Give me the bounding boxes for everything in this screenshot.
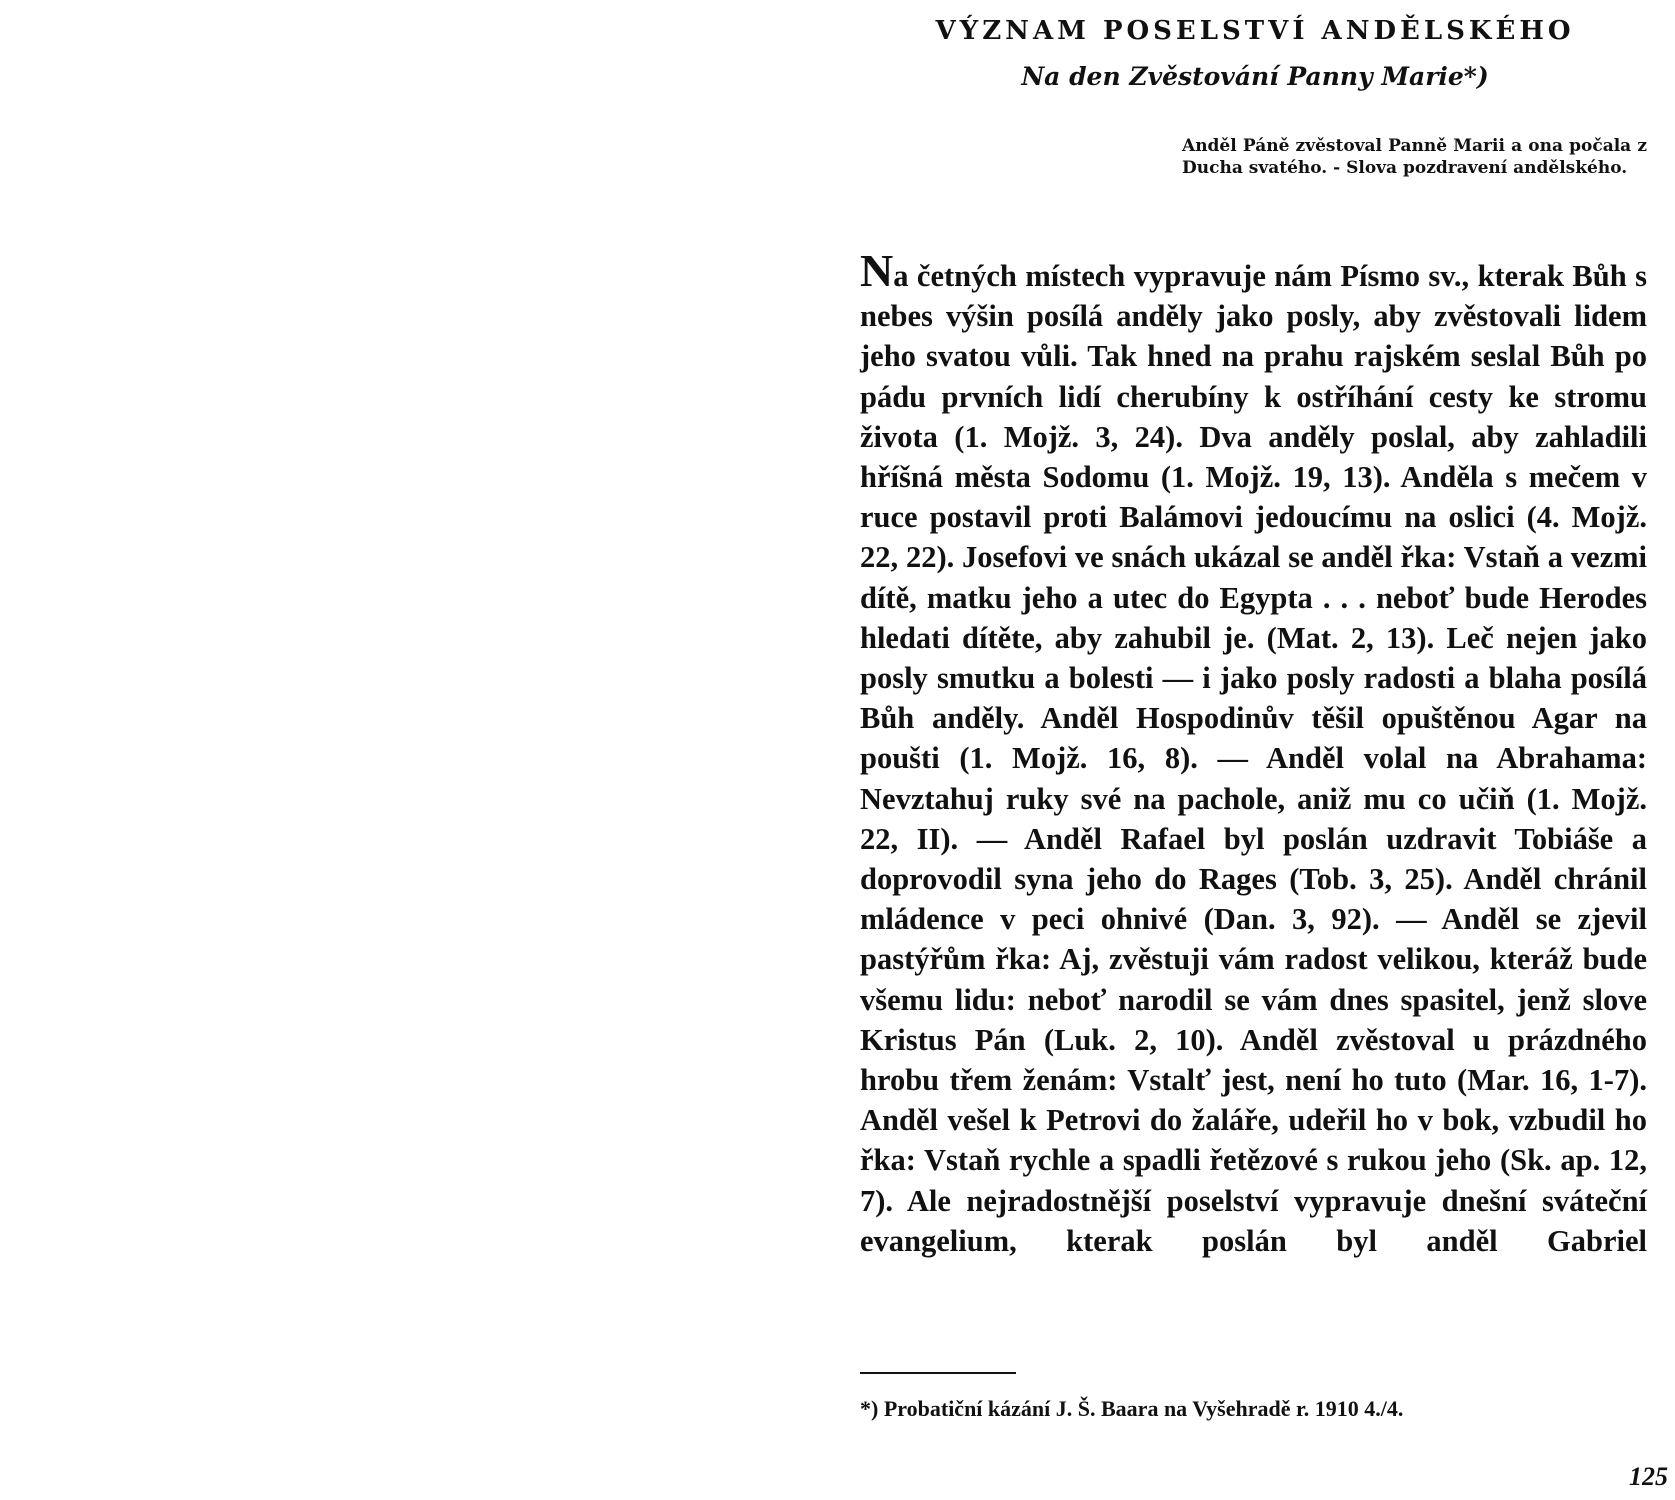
drop-cap: N xyxy=(860,245,894,296)
footnote-separator xyxy=(860,1372,1016,1374)
chapter-summary: Anděl Páně zvěstoval Panně Marii a ona počala z Ducha svatého. - Slova pozdravení andělského. xyxy=(1182,136,1647,178)
footnote: *) Probatiční kázání J. Š. Baara na Vyšehradě r. 1910 4./4. xyxy=(860,1396,1404,1421)
chapter-subtitle: Na den Zvěstování Panny Marie*) xyxy=(1021,62,1489,91)
page-number: 125 xyxy=(1629,1462,1668,1491)
chapter-title: VÝZNAM POSELSTVÍ ANDĚLSKÉHO xyxy=(935,16,1575,46)
body-paragraph xyxy=(860,245,1647,1261)
body-text-content: a četných místech vypravuje nám Písmo sv., kterak Bůh s nebes výšin posílá anděly jako posly, aby zvěstovali lidem jeho svatou vůli. Tak hned na prahu rajském seslal Bůh po pádu prvních lidí cherubíny k ostříhání cesty ke stromu života (1. Mojž. 3, 24). Dva anděly poslal, aby zahladili hříšná města Sodomu (1. Mojž. 19, 13). Anděla s mečem v ruce postavil proti Balámovi jedoucímu na oslici (4. Mojž. 22, 22). Josefovi ve snách ukázal se anděl řka: Vstaň a vezmi dítě, matku jeho a utec do Egypta . . . neboť bude Herodes hledati dítěte, aby zahubil je. (Mat. 2, 13). Leč nejen jako posly smutku a bolesti — i jako posly radosti a blaha posílá Bůh anděly. Anděl Hospodinův těšil opuštěnou Agar na poušti (1. Mojž. 16, 8). — Anděl volal na Abrahama: Nevztahuj ruky své na pachole, aniž mu co učiň (1. Mojž. 22, II). — Anděl Rafael byl poslán uzdravit Tobiáše a doprovodil syna jeho do Rages (Tob. 3, 25). Anděl chránil mládence v peci ohnivé (Dan. 3, 92). — Anděl se zjevil pastýřům řka: Aj, zvěstuji vám radost velikou, kteráž bude všemu lidu: neboť narodil se vám dnes spasitel, jenž slove Kristus Pán (Luk. 2, 10). Anděl zvěstoval u prázdného hrobu třem ženám: Vstalť jest, není ho tuto (Mar. 16, 1-7). Anděl vešel k Petrovi do žaláře, udeřil ho v bok, vzbudil ho řka: Vstaň rychle a spadli řetězové s rukou jeho (Sk. ap. 12, 7). Ale nejradostnější poselství vypravuje dnešní sváteční evangelium, kterak poslán byl anděl Gabriel xyxy=(860,259,1647,1258)
